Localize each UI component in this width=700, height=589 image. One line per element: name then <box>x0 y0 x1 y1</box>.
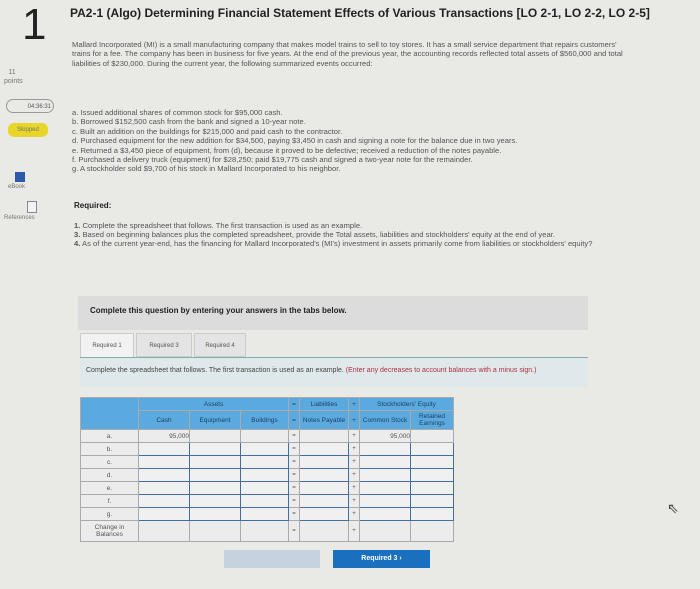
requirements-list <box>74 221 644 249</box>
buildings-input[interactable] <box>241 508 289 521</box>
row-label: a. <box>81 430 139 443</box>
row-label: b. <box>81 443 139 456</box>
timer: 04:36:31 <box>6 99 54 113</box>
col-retained-earnings: Retained Earnings <box>411 411 454 430</box>
requirement-text: Complete the spreadsheet that follows. The first transaction is used as an example. <box>82 221 363 230</box>
requirement-text: Based on beginning balances plus the completed spreadsheet, provide the Total assets, liabilities and stockholders' equity at the end of year. <box>82 230 555 240</box>
event-item: c. Built an addition on the buildings for $215,000 and paid cash to the contractor. <box>72 126 343 136</box>
cash-input: 95,000 <box>139 430 190 443</box>
equipment-input <box>190 430 241 443</box>
instruction-note: (Enter any decreases to account balances with a minus sign.) <box>345 367 537 374</box>
eq-sign: = <box>289 443 300 456</box>
notes-input[interactable] <box>300 508 349 521</box>
table-row <box>81 469 454 482</box>
requirement-num: 3. <box>74 230 81 240</box>
col-equipment: Equipment <box>190 411 241 430</box>
row-label: c. <box>81 456 139 469</box>
eq-sign: = <box>289 521 300 542</box>
eq-sign: = <box>289 469 300 482</box>
header-eq: = <box>289 398 300 411</box>
instruction-text: Complete the spreadsheet that follows. The first transaction is used as an example. <box>86 367 344 374</box>
plus-sign: + <box>349 482 360 495</box>
eq-sign: = <box>289 508 300 521</box>
plus-sign: + <box>349 508 360 521</box>
row-label: e. <box>81 482 139 495</box>
event-item: f. Purchased a delivery truck (equipment) for $28,250; paid $19,775 cash and signed a two-year note for the remainder. <box>72 155 473 165</box>
question-number: 1 <box>22 0 47 49</box>
equipment-input[interactable] <box>190 482 241 495</box>
references-link[interactable]: References <box>4 215 35 221</box>
event-item: e. Returned a $3,450 piece of equipment, from (d), because it proved to be defective; received a reduction of the notes payable. <box>72 145 502 155</box>
total-cash <box>139 521 190 542</box>
plus-sign: + <box>349 430 360 443</box>
row-label: g. <box>81 508 139 521</box>
col-buildings: Buildings <box>241 411 289 430</box>
buildings-input[interactable] <box>241 482 289 495</box>
notes-input[interactable] <box>300 443 349 456</box>
table-row <box>81 430 454 443</box>
requirement-item <box>74 239 644 248</box>
common-input[interactable] <box>360 456 411 469</box>
buildings-input[interactable] <box>241 456 289 469</box>
common-input[interactable] <box>360 482 411 495</box>
table-row <box>81 482 454 495</box>
cash-input[interactable] <box>139 469 190 482</box>
common-input[interactable] <box>360 495 411 508</box>
tab-required-1[interactable]: Required 1 <box>80 333 134 357</box>
total-retained <box>411 521 454 542</box>
table-row <box>81 495 454 508</box>
references-icon[interactable] <box>27 201 37 213</box>
retained-input[interactable] <box>411 443 454 456</box>
ebook-link[interactable]: eBook <box>8 184 26 190</box>
retained-input[interactable] <box>411 456 454 469</box>
points-value: 11 <box>8 69 16 76</box>
equipment-input[interactable] <box>190 495 241 508</box>
instruction-panel <box>80 357 588 387</box>
buildings-input <box>241 430 289 443</box>
retained-input[interactable] <box>411 508 454 521</box>
question-title: PA2-1 (Algo) Determining Financial Statement Effects of Various Transactions [LO 2-1, LO 2-2, LO 2-5] <box>70 6 650 20</box>
retained-input[interactable] <box>411 495 454 508</box>
retained-input <box>411 430 454 443</box>
next-required-3-button[interactable]: Required 3 › <box>333 550 430 568</box>
required-heading: Required: <box>74 201 112 210</box>
requirement-item <box>74 230 644 239</box>
common-input[interactable] <box>360 469 411 482</box>
points <box>4 68 23 86</box>
notes-input[interactable] <box>300 482 349 495</box>
header-liabilities: Liabilities <box>300 398 349 411</box>
notes-input[interactable] <box>300 456 349 469</box>
notes-input <box>300 430 349 443</box>
common-input[interactable] <box>360 443 411 456</box>
requirement-item <box>74 221 644 230</box>
ebook-icon[interactable] <box>15 172 25 182</box>
col-plus: + <box>349 411 360 430</box>
tabs-banner: Complete this question by entering your answers in the tabs below. <box>78 296 588 330</box>
plus-sign: + <box>349 456 360 469</box>
events-list <box>72 108 652 174</box>
equipment-input[interactable] <box>190 443 241 456</box>
common-input: 95,000 <box>360 430 411 443</box>
col-eq: = <box>289 411 300 430</box>
event-item: d. Purchased equipment for the new addition for $34,500, paying $3,450 in cash and signing a note for the balance due in two years. <box>72 136 518 146</box>
plus-sign: + <box>349 443 360 456</box>
intro-text: Mallard Incorporated (MI) is a small manufacturing company that makes model trains to sell to toy stores. It has a small service department that repairs customers' trains for a fee. The company has been in business for five years. At the end of the previous year, the accounting records reflected total assets of $560,000 and total liabilities of $230,000. During the current year, the following summarized events occurred: <box>72 40 623 68</box>
col-common-stock: Common Stock <box>360 411 411 430</box>
col-cash: Cash <box>139 411 190 430</box>
total-notes <box>300 521 349 542</box>
total-buildings <box>241 521 289 542</box>
cash-input[interactable] <box>139 456 190 469</box>
points-label: points <box>4 78 23 85</box>
eq-sign: = <box>289 456 300 469</box>
eq-sign: = <box>289 495 300 508</box>
notes-input[interactable] <box>300 469 349 482</box>
buildings-input[interactable] <box>241 443 289 456</box>
row-label: f. <box>81 495 139 508</box>
header-assets: Assets <box>139 398 289 411</box>
event-item: a. Issued additional shares of common stock for $95,000 cash. <box>72 108 283 117</box>
retained-input[interactable] <box>411 469 454 482</box>
event-item: b. Borrowed $152,500 cash from the bank and signed a 10-year note. <box>72 117 306 127</box>
spreadsheet-table <box>80 397 454 542</box>
table-row <box>81 508 454 521</box>
event-item: g. A stockholder sold $9,700 of his stock in Mallard Incorporated to his neighbor. <box>72 164 341 174</box>
tab-required-4[interactable]: Required 4 <box>194 333 246 357</box>
prev-button[interactable] <box>224 550 320 568</box>
header-blank <box>81 398 139 430</box>
total-common <box>360 521 411 542</box>
requirement-num: 4. <box>74 239 81 249</box>
equipment-input[interactable] <box>190 469 241 482</box>
header-plus: + <box>349 398 360 411</box>
total-row-label: Change in Balances <box>81 521 139 542</box>
eq-sign: = <box>289 482 300 495</box>
buildings-input[interactable] <box>241 495 289 508</box>
notes-input[interactable] <box>300 495 349 508</box>
requirement-num: 1. <box>74 221 81 230</box>
requirement-text: As of the current year-end, has the financing for Mallard Incorporated's (MI's) investment in assets primarily come from liabilities or stockholders' equity? <box>82 239 593 249</box>
equipment-input[interactable] <box>190 508 241 521</box>
plus-sign: + <box>349 469 360 482</box>
cash-input[interactable] <box>139 495 190 508</box>
cash-input[interactable] <box>139 443 190 456</box>
common-input[interactable] <box>360 508 411 521</box>
mouse-cursor-icon: ⇖ <box>667 500 679 516</box>
eq-sign: = <box>289 430 300 443</box>
cash-input[interactable] <box>139 508 190 521</box>
plus-sign: + <box>349 495 360 508</box>
table-row <box>81 456 454 469</box>
row-label: d. <box>81 469 139 482</box>
buildings-input[interactable] <box>241 469 289 482</box>
retained-input[interactable] <box>411 482 454 495</box>
tab-required-3[interactable]: Required 3 <box>136 333 192 357</box>
plus-sign: + <box>349 521 360 542</box>
skipped-badge: Skipped <box>8 123 48 137</box>
col-notes-payable: Notes Payable <box>300 411 349 430</box>
total-equipment <box>190 521 241 542</box>
cash-input[interactable] <box>139 482 190 495</box>
header-equity: Stockholders' Equity <box>360 398 454 411</box>
equipment-input[interactable] <box>190 456 241 469</box>
table-row <box>81 443 454 456</box>
